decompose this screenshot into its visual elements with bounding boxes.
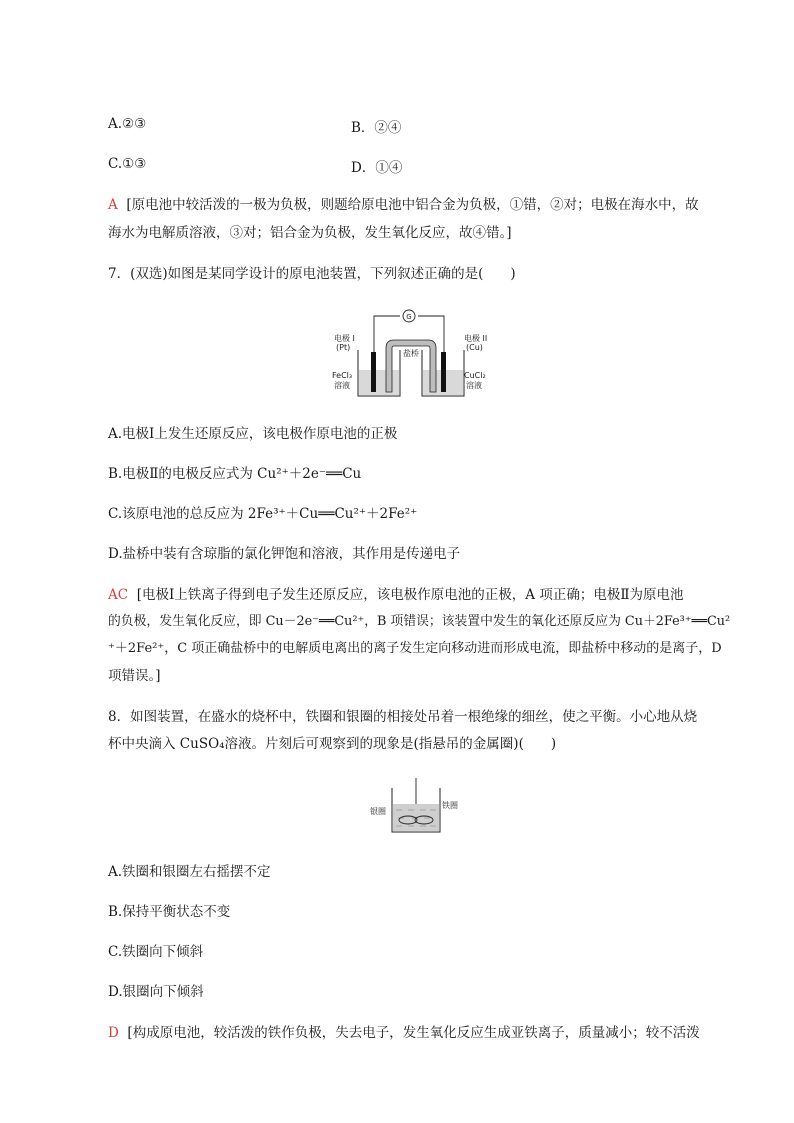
q7-answer: AC xyxy=(108,587,129,603)
q6-explanation-line-1 xyxy=(108,195,699,215)
q7-explanation-line-3: ⁺＋2Fe²⁺，C 项正确盐桥中的电解质电离出的离子发生定向移动进而形成电流，即盐桥中移动的是离子，D xyxy=(108,641,722,656)
q7-explanation-line-2: 的负极，发生氧化反应，即 Cu－2e⁻══Cu²⁺，B 项错误；该装置中发生的氧化还原反应为 Cu＋2Fe³⁺══Cu² xyxy=(108,614,731,629)
electrode-cu xyxy=(441,352,446,392)
q6-answer: A xyxy=(108,197,118,213)
right-metal-label: (Cu) xyxy=(466,343,483,352)
left-solution xyxy=(359,370,399,395)
q8-stem-line-2: 杯中央滴入 CuSO₄溶液。片刻后可观察到的现象是(指悬吊的金属圈)( ) xyxy=(108,736,557,752)
q6-explanation-text-1: [原电池中较活泼的一极为负极，则题给原电池中铝合金为负极，①错，②对；电极在海水中，故 xyxy=(126,197,699,213)
electrode-pt xyxy=(371,352,376,392)
q8-explanation-line-1 xyxy=(108,1023,700,1043)
q8-beaker-figure xyxy=(368,778,464,836)
q7-explanation-text-1: [电极Ⅰ上铁离子得到电子发生还原反应，该电极作原电池的正极，A 项正确；电极Ⅱ为原电池 xyxy=(136,587,684,603)
iron-ring-label: 铁圈 xyxy=(442,801,458,810)
q7-option-a: A.电极Ⅰ上发生还原反应，该电极作原电池的正极 xyxy=(108,426,398,442)
q8-answer: D xyxy=(108,1025,119,1041)
q7-galvanic-cell-figure xyxy=(330,308,488,406)
right-electrode-label: 电极 II xyxy=(464,334,488,343)
beaker-rings-diagram xyxy=(368,778,464,836)
q6-option-b: B．②④ xyxy=(351,120,402,136)
q6-option-d: D．①④ xyxy=(351,160,403,176)
q7-explanation-line-1 xyxy=(108,585,684,605)
left-electrode-label: 电极 I xyxy=(334,334,355,343)
q8-option-a: A.铁圈和银圈左右摇摆不定 xyxy=(108,864,271,880)
right-solution-label-1: CuCl₂ xyxy=(464,371,486,380)
q6-option-a: A.②③ xyxy=(108,116,147,132)
q7-option-d: D.盐桥中装有含琼脂的氯化钾饱和溶液，其作用是传递电子 xyxy=(108,546,461,562)
galvanic-cell-diagram xyxy=(330,308,488,406)
q6-explanation-line-2: 海水为电解质溶液，③对；铝合金为负极，发生氧化反应，故④错。] xyxy=(108,225,512,241)
silver-ring-label: 银圈 xyxy=(370,807,386,816)
salt-bridge-label: 盐桥 xyxy=(403,349,419,358)
q8-option-b: B.保持平衡状态不变 xyxy=(108,904,231,920)
left-metal-label: (Pt) xyxy=(336,343,351,352)
q8-option-c: C.铁圈向下倾斜 xyxy=(108,944,204,960)
q6-option-c: C.①③ xyxy=(108,156,147,172)
q7-stem: 7．(双选)如图是某同学设计的原电池装置，下列叙述正确的是( ) xyxy=(108,266,516,282)
water xyxy=(393,804,439,831)
q7-option-c: C.该原电池的总反应为 2Fe³⁺＋Cu══Cu²⁺＋2Fe²⁺ xyxy=(108,506,418,522)
q7-option-b: B.电极Ⅱ的电极反应式为 Cu²⁺＋2e⁻══Cu xyxy=(108,466,362,482)
left-solution-label-1: FeCl₃ xyxy=(332,371,353,380)
q8-explanation-text-1: [构成原电池，较活泼的铁作负极，失去电子，发生氧化反应生成亚铁离子，质量减小；较不活泼 xyxy=(127,1025,700,1041)
q8-option-d: D.银圈向下倾斜 xyxy=(108,984,204,1000)
left-solution-label-2: 溶液 xyxy=(334,381,350,390)
right-solution-label-2: 溶液 xyxy=(466,381,482,390)
galvanometer-label: G xyxy=(406,313,412,321)
q8-stem-line-1: 8．如图装置，在盛水的烧杯中，铁圈和银圈的相接处吊着一根绝缘的细丝，使之平衡。小心地从烧 xyxy=(108,709,698,725)
q7-explanation-line-4: 项错误。] xyxy=(108,668,161,684)
